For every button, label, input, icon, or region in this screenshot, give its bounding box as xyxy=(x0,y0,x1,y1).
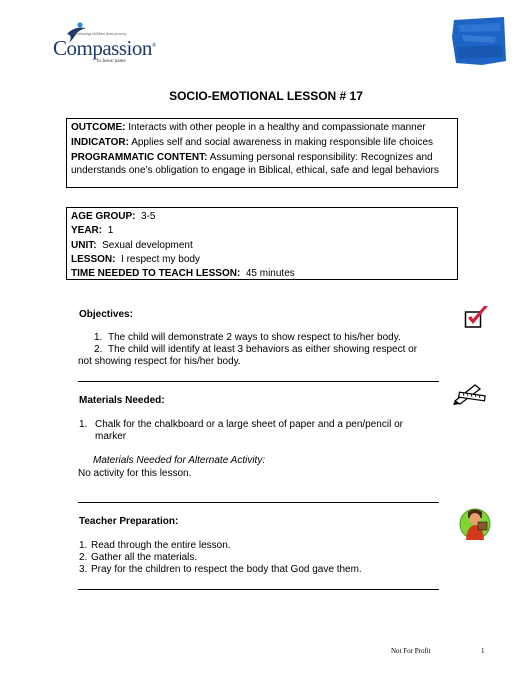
teacher-icon xyxy=(458,506,492,542)
preparation-item-1: 1. Read through the entire lesson. xyxy=(79,540,231,551)
unit-line: UNIT: Sexual development xyxy=(71,239,193,251)
divider-2 xyxy=(78,502,439,503)
preparation-item-2: 2. Gather all the materials. xyxy=(79,552,198,563)
preparation-item-3: 3. Pray for the children to respect the body that God gave them. xyxy=(79,564,362,575)
logo-tagline: Releasing children from poverty xyxy=(75,31,127,36)
objective-item-2: 2. The child will identify at least 3 behaviors as either showing respect or xyxy=(94,344,418,355)
programmatic-content-line: PROGRAMMATIC CONTENT: Assuming personal responsibility: Recognizes and understands one’s obligation to engage in Biblical, ethical, safe and legal behaviors xyxy=(71,152,439,176)
materials-heading: Materials Needed: xyxy=(79,395,165,406)
logo-subline: in Jesus' name xyxy=(97,59,126,64)
objectives-heading: Objectives: xyxy=(79,309,133,320)
year-line: YEAR: 1 xyxy=(71,225,114,237)
outcome-line: OUTCOME: Interacts with other people in a healthy and compassionate manner xyxy=(71,122,426,133)
lesson-info-box xyxy=(66,207,458,280)
outcome-box xyxy=(66,118,458,188)
material-item-1-cont: marker xyxy=(95,431,127,442)
divider-3 xyxy=(78,589,439,590)
preparation-heading: Teacher Preparation: xyxy=(79,516,179,527)
divider-1 xyxy=(78,381,439,382)
indicator-line: INDICATOR: Applies self and social awareness in making responsible life choices xyxy=(71,137,434,148)
logo-wordmark: Compassion® xyxy=(53,36,156,60)
pencil-ruler-icon xyxy=(453,381,487,405)
lesson-title: SOCIO-EMOTIONAL LESSON # 17 xyxy=(169,89,363,103)
objective-item-2-cont: not showing respect for his/her body. xyxy=(78,356,241,367)
checkbox-check-icon xyxy=(464,305,490,329)
objective-item-1: 1. The child will demonstrate 2 ways to show respect to his/her body. xyxy=(94,332,401,343)
page-number: 1 xyxy=(481,647,485,655)
preparation-list xyxy=(79,540,439,576)
footer-note: Not For Profit xyxy=(391,647,431,655)
objectives-list xyxy=(78,332,454,368)
time-needed-line: TIME NEEDED TO TEACH LESSON: 45 minutes xyxy=(71,268,295,280)
lesson-line: LESSON: I respect my body xyxy=(71,253,200,265)
blue-stamp-image xyxy=(452,17,506,65)
alt-activity-text: No activity for this lesson. xyxy=(78,468,192,479)
age-group-line: AGE GROUP: 3-5 xyxy=(71,211,156,222)
materials-list xyxy=(79,419,439,443)
compassion-logo xyxy=(53,22,168,67)
alt-activity-heading: Materials Needed for Alternate Activity: xyxy=(93,455,266,466)
material-item-1: 1. Chalk for the chalkboard or a large sheet of paper and a pen/pencil or xyxy=(79,419,403,430)
